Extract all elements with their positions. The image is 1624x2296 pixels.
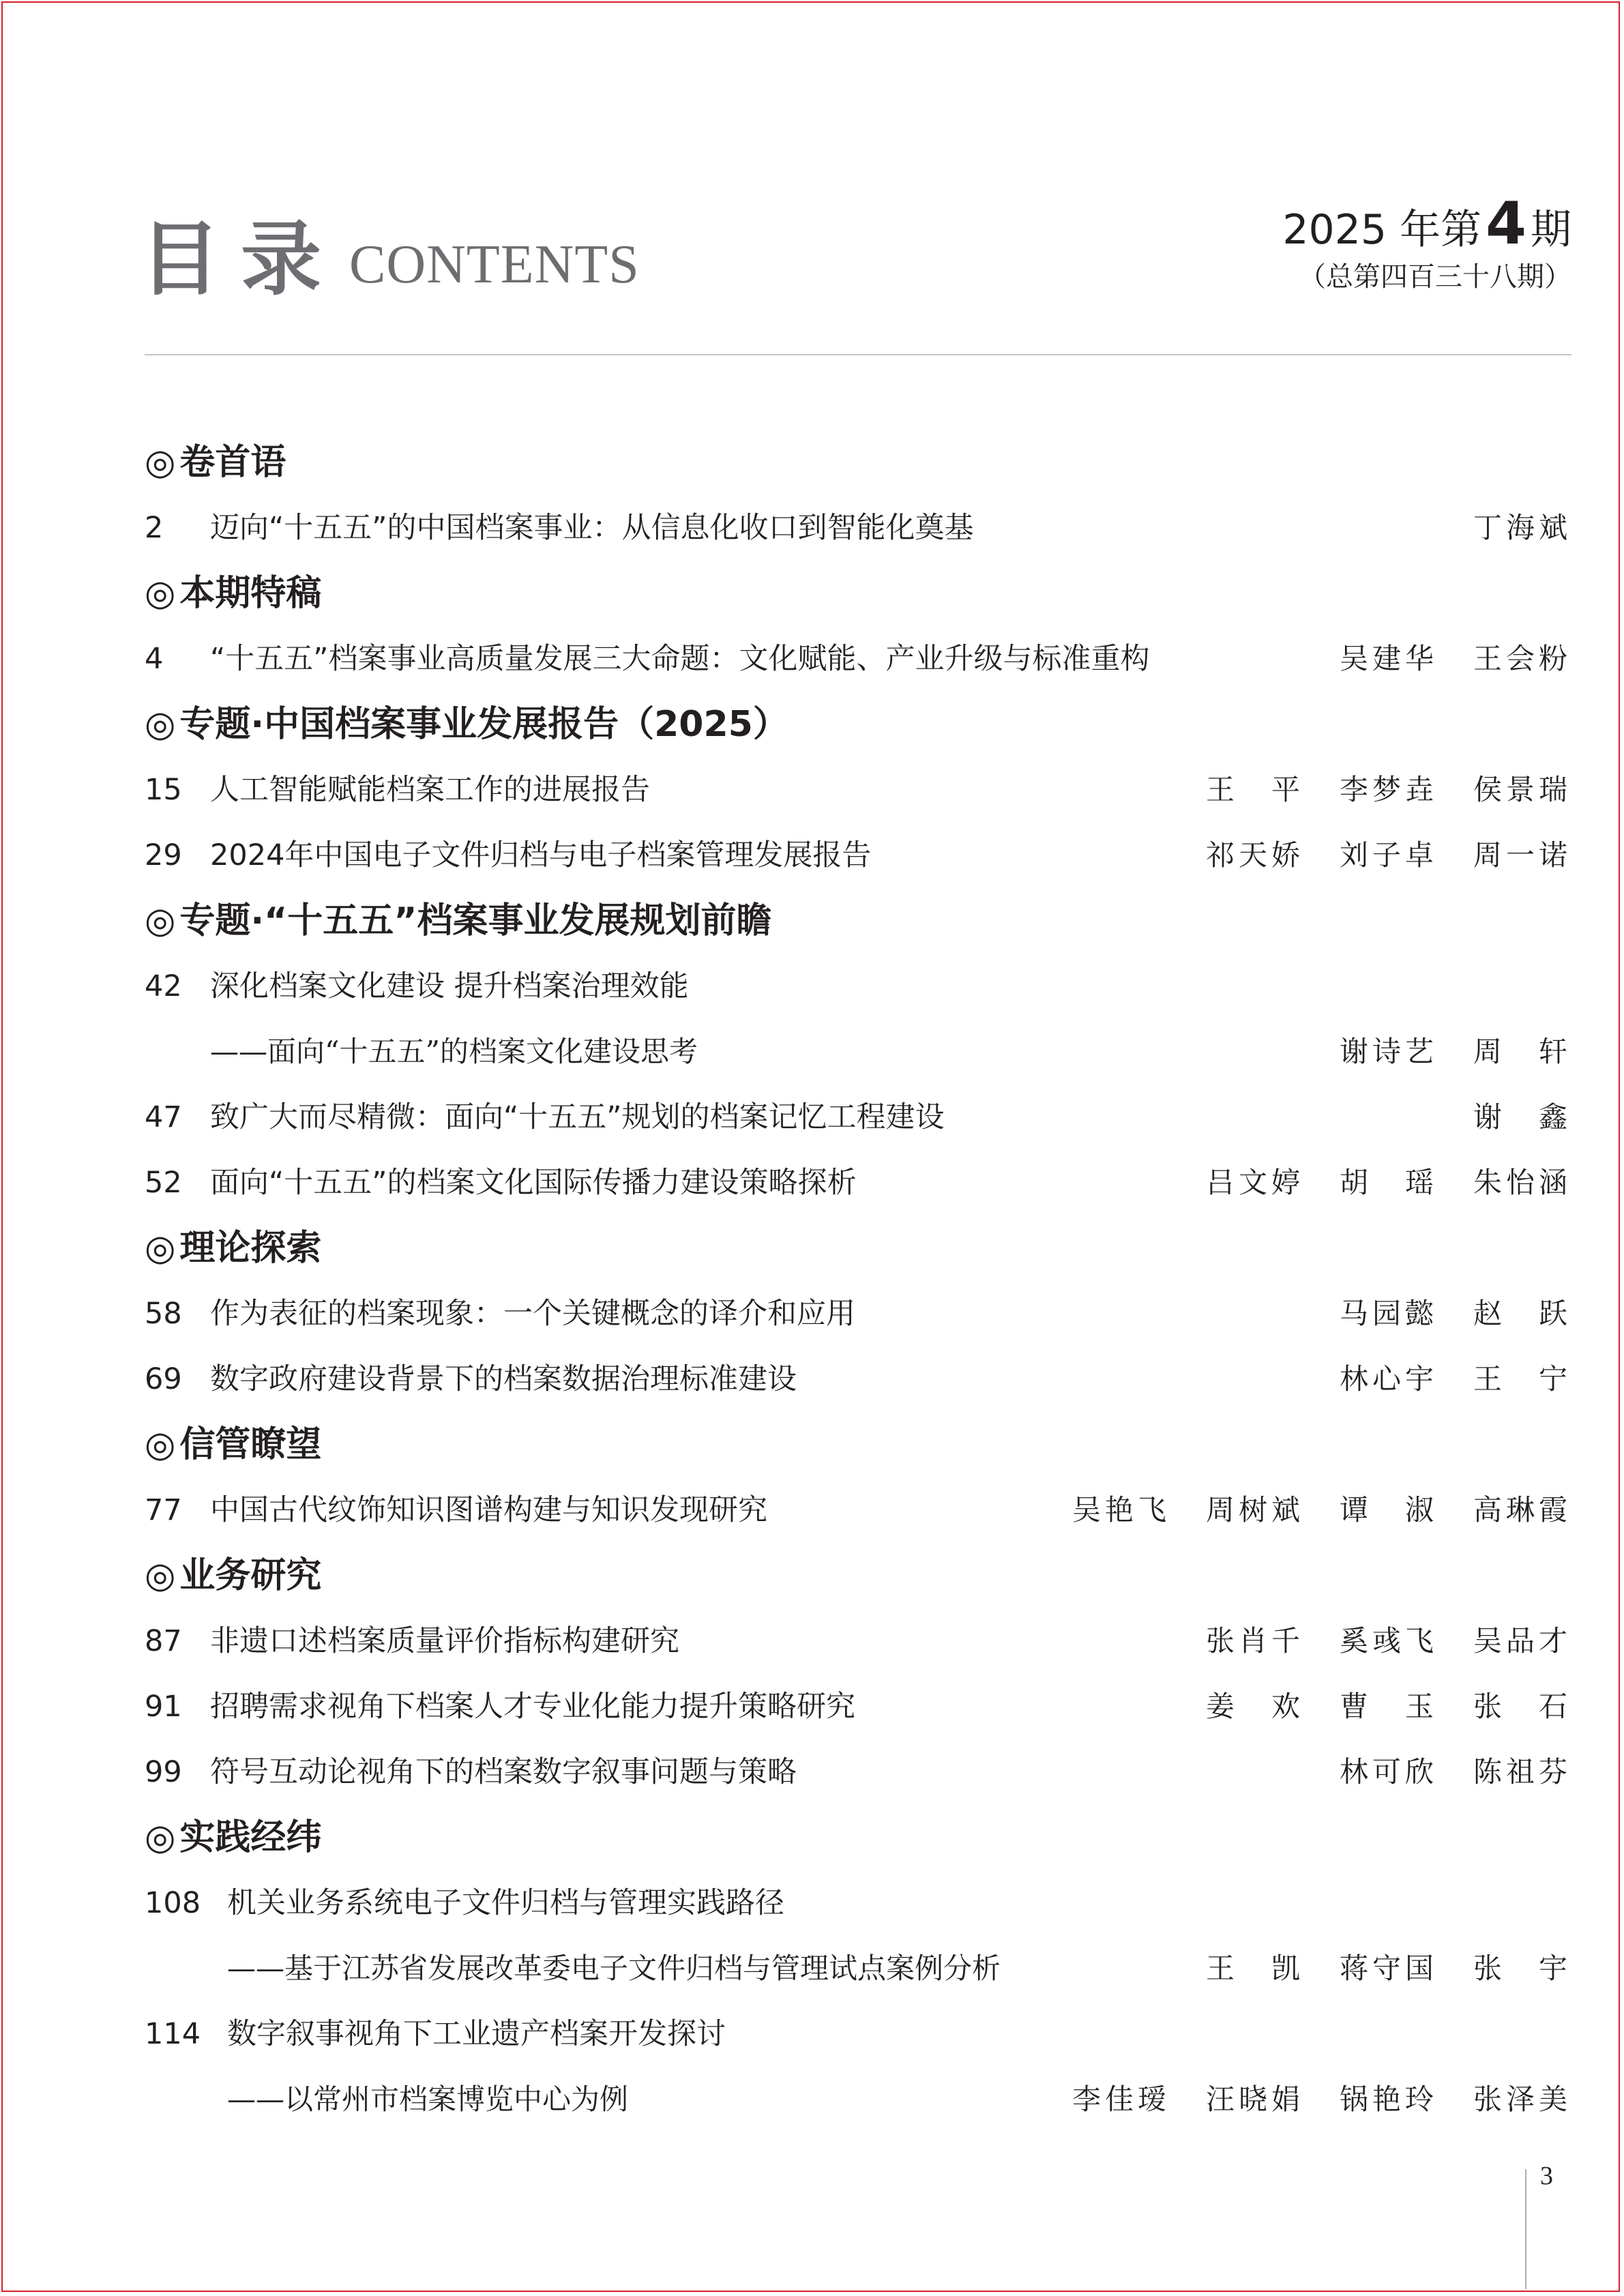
entry-authors bbox=[1340, 1739, 1571, 1805]
author-name: 谭 淑 bbox=[1339, 1493, 1438, 1527]
page-title-english: CONTENTS bbox=[349, 235, 640, 295]
section-heading bbox=[145, 692, 1571, 757]
author-name: 张肖千 bbox=[1205, 1624, 1304, 1658]
author-name: 吕文婷 bbox=[1205, 1166, 1304, 1199]
author-name: 侯景瑞 bbox=[1473, 773, 1571, 806]
author-name: 周 轩 bbox=[1473, 1035, 1571, 1068]
author-name: 马园懿 bbox=[1339, 1297, 1438, 1330]
author-name: 祁天娇 bbox=[1205, 838, 1304, 872]
issue-number: 4 bbox=[1486, 190, 1526, 258]
entry-title: 数字叙事视角下工业遗产档案开发探讨 bbox=[227, 2017, 726, 2051]
page-title: 目录 bbox=[140, 212, 342, 306]
entry-page-number: 15 bbox=[145, 773, 182, 807]
entry-title: 符号互动论视角下的档案数字叙事问题与策略 bbox=[210, 1755, 797, 1789]
author-name: 锅艳玲 bbox=[1339, 2082, 1438, 2116]
toc-entry bbox=[145, 2001, 1571, 2067]
entry-page-number: 52 bbox=[145, 1166, 182, 1200]
section-bullet-icon: ◎ bbox=[145, 704, 176, 745]
toc-entry bbox=[145, 1477, 1571, 1543]
author-name: 林心宇 bbox=[1339, 1362, 1438, 1396]
section-bullet-icon: ◎ bbox=[145, 1817, 176, 1858]
entry-page-number: 108 bbox=[145, 1886, 201, 1920]
section-bullet-icon: ◎ bbox=[145, 900, 176, 941]
entry-title: “十五五”档案事业高质量发展三大命题：文化赋能、产业升级与标准重构 bbox=[210, 642, 1150, 676]
author-name: 王 宁 bbox=[1473, 1362, 1571, 1396]
author-name: 周树斌 bbox=[1205, 1493, 1304, 1527]
header-divider bbox=[145, 354, 1571, 355]
entry-authors bbox=[1206, 1608, 1571, 1674]
section-bullet-icon: ◎ bbox=[145, 1424, 176, 1465]
toc-entry bbox=[145, 823, 1571, 888]
author-name: 奚彧飞 bbox=[1339, 1624, 1438, 1658]
entry-page-number: 69 bbox=[145, 1362, 182, 1396]
author-name: 吴艳飞 bbox=[1072, 1493, 1170, 1527]
entry-authors bbox=[1072, 2067, 1571, 2132]
entry-authors bbox=[1206, 1936, 1571, 2001]
author-name: 姜 欢 bbox=[1205, 1690, 1304, 1723]
author-name: 丁海斌 bbox=[1473, 511, 1571, 544]
entry-subtitle: ——以常州市档案博览中心为例 bbox=[227, 2082, 629, 2116]
toc-entry bbox=[145, 495, 1571, 561]
section-heading bbox=[145, 1412, 1571, 1477]
issue-suffix: 期 bbox=[1531, 206, 1571, 254]
author-name: 吴建华 bbox=[1339, 642, 1438, 675]
entry-title: 迈向“十五五”的中国档案事业：从信息化收口到智能化奠基 bbox=[210, 511, 974, 545]
entry-page-number: 29 bbox=[145, 838, 182, 872]
entry-page-number: 77 bbox=[145, 1493, 182, 1527]
author-name: 谢 鑫 bbox=[1473, 1100, 1571, 1134]
entry-title: 人工智能赋能档案工作的进展报告 bbox=[210, 773, 650, 807]
toc-subtitle bbox=[145, 1019, 1571, 1085]
toc-entry bbox=[145, 1346, 1571, 1412]
toc-subtitle bbox=[145, 1936, 1571, 2001]
entry-page-number: 87 bbox=[145, 1624, 182, 1658]
entry-subtitle: ——基于江苏省发展改革委电子文件归档与管理试点案例分析 bbox=[227, 1952, 1001, 1985]
author-name: 李梦垚 bbox=[1339, 773, 1438, 806]
toc-entry bbox=[145, 954, 1571, 1019]
entry-authors bbox=[1340, 1281, 1571, 1346]
toc-entry bbox=[145, 1870, 1571, 1936]
toc-subtitle bbox=[145, 2067, 1571, 2132]
section-heading bbox=[145, 888, 1571, 954]
author-name: 陈祖芬 bbox=[1473, 1755, 1571, 1789]
author-name: 谢诗艺 bbox=[1339, 1035, 1438, 1068]
entry-authors bbox=[1340, 626, 1571, 692]
entry-page-number: 2 bbox=[145, 511, 164, 545]
author-name: 胡 瑶 bbox=[1339, 1166, 1438, 1199]
entry-page-number: 4 bbox=[145, 642, 164, 676]
section-heading bbox=[145, 1805, 1571, 1870]
section-title: 本期特稿 bbox=[179, 573, 322, 614]
section-title: 专题·“十五五”档案事业发展规划前瞻 bbox=[179, 900, 772, 941]
author-name: 张 石 bbox=[1473, 1690, 1571, 1723]
author-name: 吴品才 bbox=[1473, 1624, 1571, 1658]
entry-title: 机关业务系统电子文件归档与管理实践路径 bbox=[227, 1886, 784, 1920]
author-name: 王 凯 bbox=[1205, 1952, 1304, 1985]
section-title: 专题·中国档案事业发展报告（2025） bbox=[179, 704, 788, 745]
author-name: 蒋守国 bbox=[1339, 1952, 1438, 1985]
section-bullet-icon: ◎ bbox=[145, 1555, 176, 1596]
section-title: 卷首语 bbox=[179, 442, 286, 483]
entry-title: 2024年中国电子文件归档与电子档案管理发展报告 bbox=[210, 838, 872, 872]
author-name: 高琳霞 bbox=[1473, 1493, 1571, 1527]
author-name: 刘子卓 bbox=[1339, 838, 1438, 872]
section-heading bbox=[145, 1543, 1571, 1608]
table-of-contents bbox=[145, 430, 1571, 2132]
entry-subtitle: ——面向“十五五”的档案文化建设思考 bbox=[210, 1035, 698, 1068]
toc-entry bbox=[145, 1674, 1571, 1739]
entry-page-number: 42 bbox=[145, 969, 182, 1003]
entry-authors bbox=[1206, 1150, 1571, 1216]
issue-label bbox=[1094, 190, 1571, 264]
section-bullet-icon: ◎ bbox=[145, 442, 176, 483]
entry-page-number: 47 bbox=[145, 1100, 182, 1134]
issue-prefix: 2025 年第 bbox=[1282, 206, 1482, 254]
author-name: 林可欣 bbox=[1339, 1755, 1438, 1789]
entry-authors bbox=[1340, 1019, 1571, 1085]
section-title: 理论探索 bbox=[179, 1228, 322, 1269]
section-heading bbox=[145, 1216, 1571, 1281]
section-heading bbox=[145, 430, 1571, 495]
author-name: 赵 跃 bbox=[1473, 1297, 1571, 1330]
issue-total: （总第四百三十八期） bbox=[1299, 261, 1571, 293]
toc-entry bbox=[145, 1739, 1571, 1805]
entry-title: 招聘需求视角下档案人才专业化能力提升策略研究 bbox=[210, 1690, 855, 1724]
entry-authors bbox=[1473, 495, 1571, 561]
author-name: 李佳瑷 bbox=[1072, 2082, 1170, 2116]
toc-entry bbox=[145, 1281, 1571, 1346]
toc-entry bbox=[145, 1608, 1571, 1674]
section-title: 实践经纬 bbox=[179, 1817, 322, 1858]
author-name: 王 平 bbox=[1205, 773, 1304, 806]
entry-authors bbox=[1340, 1346, 1571, 1412]
author-name: 周一诺 bbox=[1473, 838, 1571, 872]
entry-title: 致广大而尽精微：面向“十五五”规划的档案记忆工程建设 bbox=[210, 1100, 945, 1134]
entry-title: 面向“十五五”的档案文化国际传播力建设策略探析 bbox=[210, 1166, 857, 1200]
author-name: 王会粉 bbox=[1473, 642, 1571, 675]
section-bullet-icon: ◎ bbox=[145, 573, 176, 614]
entry-page-number: 58 bbox=[145, 1297, 182, 1331]
entry-authors bbox=[1473, 1085, 1571, 1150]
page-number: 3 bbox=[1540, 2162, 1553, 2190]
section-title: 信管瞭望 bbox=[179, 1424, 322, 1465]
author-name: 朱怡涵 bbox=[1473, 1166, 1571, 1199]
section-heading bbox=[145, 561, 1571, 626]
entry-title: 深化档案文化建设 提升档案治理效能 bbox=[210, 969, 689, 1003]
author-name: 张泽美 bbox=[1473, 2082, 1571, 2116]
entry-page-number: 114 bbox=[145, 2017, 201, 2051]
folio-divider bbox=[1525, 2169, 1526, 2289]
entry-title: 中国古代纹饰知识图谱构建与知识发现研究 bbox=[210, 1493, 767, 1527]
entry-title: 数字政府建设背景下的档案数据治理标准建设 bbox=[210, 1362, 797, 1396]
entry-authors bbox=[1072, 1477, 1571, 1543]
entry-authors bbox=[1206, 757, 1571, 823]
entry-page-number: 99 bbox=[145, 1755, 182, 1789]
author-name: 曹 玉 bbox=[1339, 1690, 1438, 1723]
toc-entry bbox=[145, 1150, 1571, 1216]
author-name: 汪晓娟 bbox=[1205, 2082, 1304, 2116]
entry-title: 非遗口述档案质量评价指标构建研究 bbox=[210, 1624, 679, 1658]
author-name: 张 宇 bbox=[1473, 1952, 1571, 1985]
entry-title: 作为表征的档案现象：一个关键概念的译介和应用 bbox=[210, 1297, 855, 1331]
entry-authors bbox=[1206, 1674, 1571, 1739]
toc-entry bbox=[145, 757, 1571, 823]
entry-page-number: 91 bbox=[145, 1690, 182, 1724]
section-title: 业务研究 bbox=[179, 1555, 322, 1596]
toc-entry bbox=[145, 626, 1571, 692]
toc-entry bbox=[145, 1085, 1571, 1150]
entry-authors bbox=[1206, 823, 1571, 888]
section-bullet-icon: ◎ bbox=[145, 1228, 176, 1269]
